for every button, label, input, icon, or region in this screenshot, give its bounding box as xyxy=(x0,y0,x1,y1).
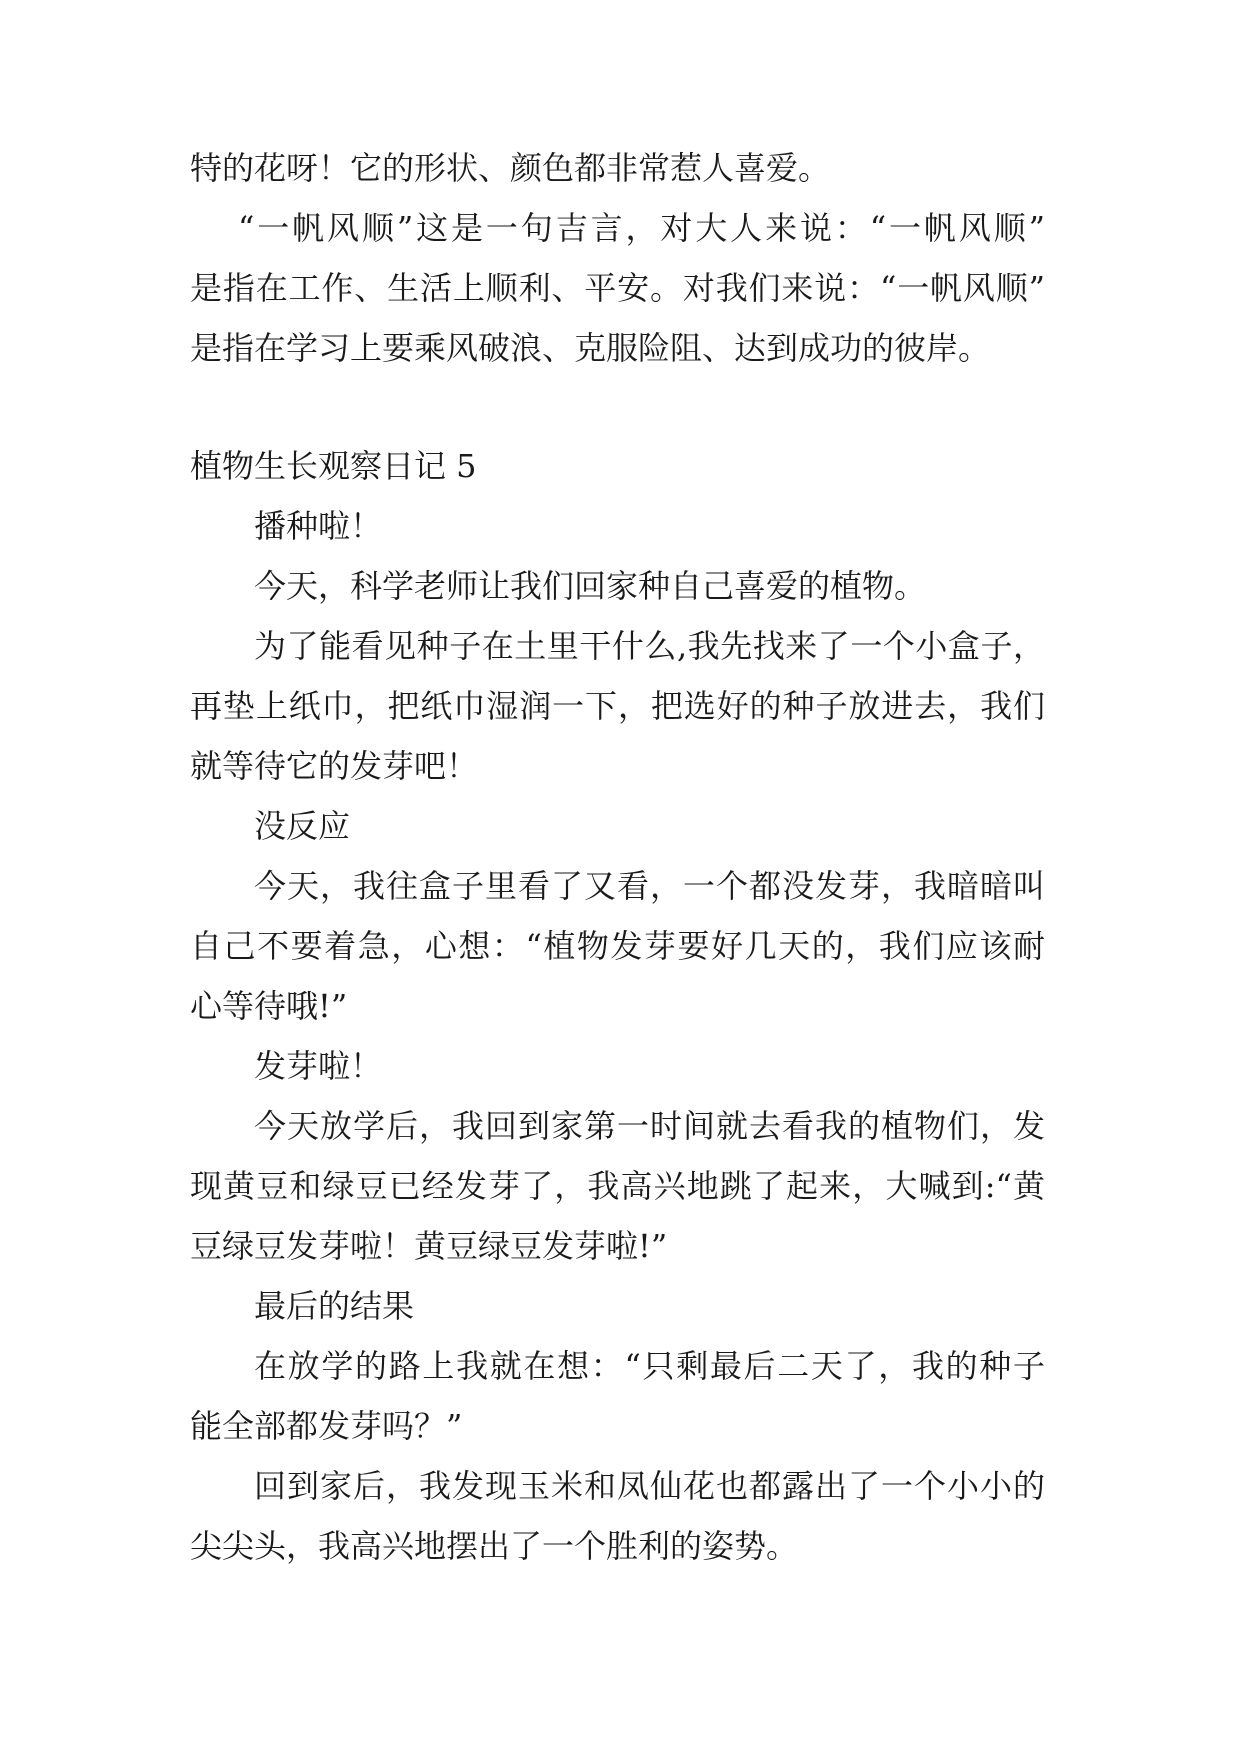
paragraph-line: 特的花呀！它的形状、颜色都非常惹人喜爱。 xyxy=(190,149,831,187)
paragraph-line: 尖尖头，我高兴地摆出了一个胜利的姿势。 xyxy=(190,1527,799,1565)
paragraph-line: 豆绿豆发芽啦！黄豆绿豆发芽啦!” xyxy=(190,1227,668,1265)
paragraph-line: 今天，我往盒子里看了又看，一个都没发芽，我暗暗叫 xyxy=(254,867,1045,905)
paragraph-line: 就等待它的发芽吧！ xyxy=(190,747,479,785)
subheading-line: 没反应 xyxy=(254,807,351,845)
section-heading: 植物生长观察日记 5 xyxy=(190,447,477,485)
paragraph-line: “一帆风顺”这是一句吉言，对大人来说：“一帆风顺” xyxy=(238,209,1045,247)
paragraph-line: 能全部都发芽吗？” xyxy=(190,1407,463,1445)
paragraph-line: 是指在工作、生活上顺利、平安。对我们来说：“一帆风顺” xyxy=(190,269,1045,307)
paragraph-line: 回到家后，我发现玉米和凤仙花也都露出了一个小小的 xyxy=(254,1467,1045,1505)
paragraph-line: 现黄豆和绿豆已经发芽了，我高兴地跳了起来，大喊到:“黄 xyxy=(190,1167,1045,1205)
paragraph-line: 再垫上纸巾，把纸巾湿润一下，把选好的种子放进去，我们 xyxy=(190,687,1045,725)
paragraph-line: 为了能看见种子在土里干什么,我先找来了一个小盒子， xyxy=(254,627,1045,665)
paragraph-line: 心等待哦!” xyxy=(190,987,348,1025)
paragraph-line: 自己不要着急，心想：“植物发芽要好几天的，我们应该耐 xyxy=(190,927,1045,965)
subheading-line: 播种啦！ xyxy=(254,507,383,545)
paragraph-line: 是指在学习上要乘风破浪、克服险阻、达到成功的彼岸。 xyxy=(190,329,991,367)
paragraph-line: 今天，科学老师让我们回家种自己喜爱的植物。 xyxy=(254,567,927,605)
paragraph-line: 今天放学后，我回到家第一时间就去看我的植物们，发 xyxy=(254,1107,1045,1145)
subheading-line: 发芽啦！ xyxy=(254,1047,383,1085)
subheading-line: 最后的结果 xyxy=(254,1287,415,1325)
paragraph-line: 在放学的路上我就在想：“只剩最后二天了，我的种子 xyxy=(254,1347,1045,1385)
